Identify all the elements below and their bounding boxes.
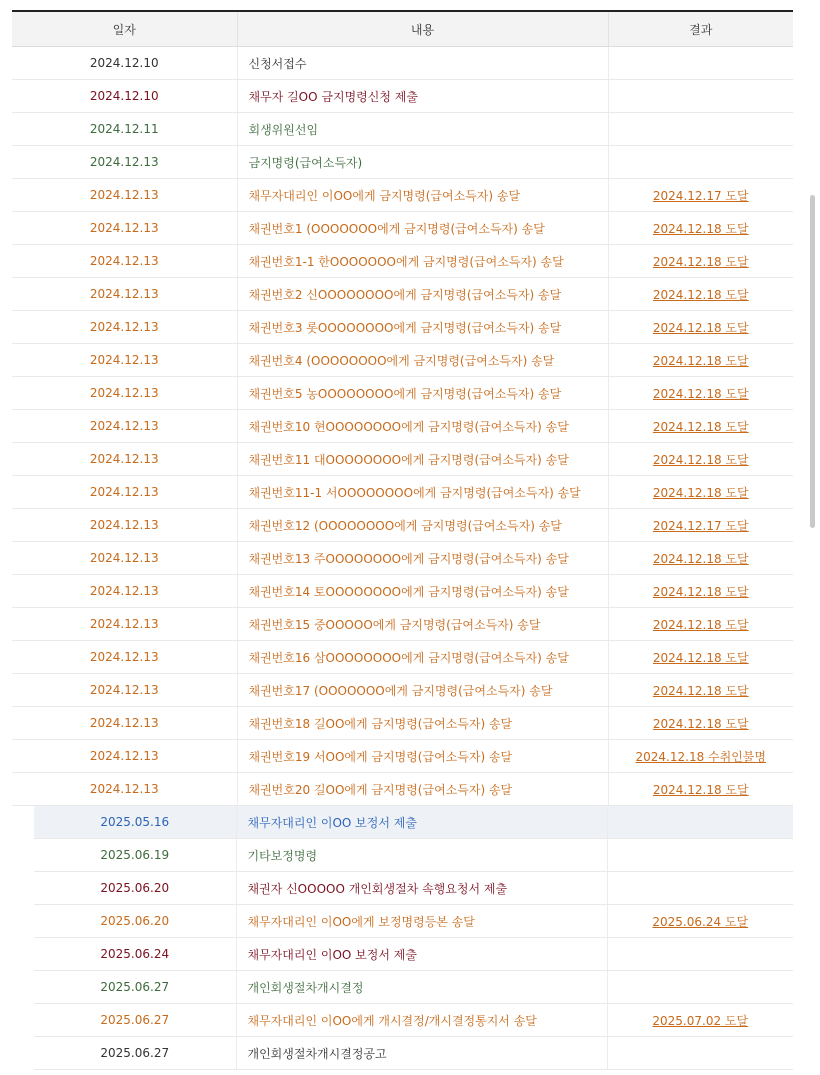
table-header [12,11,793,47]
row-date: 2024.12.13 [12,344,237,377]
row-result [608,740,793,773]
table-row [12,542,793,575]
row-date: 2025.06.27 [34,1037,236,1070]
row-date: 2025.06.27 [34,1004,236,1037]
table-row [12,113,793,146]
delivery-result-link[interactable]: 2024.12.18 수취인불명 [635,749,766,764]
header-date: 일자 [12,11,237,47]
row-date: 2024.12.13 [12,377,237,410]
row-date: 2024.12.13 [12,641,237,674]
row-result [608,509,793,542]
delivery-result-link[interactable]: 2024.12.18 도달 [652,584,749,599]
row-content: 채권번호13 주OOOOOOOO에게 금지명령(급여소득자) 송달 [237,542,608,575]
table-row [12,740,793,773]
table-row [34,1004,793,1037]
row-date: 2024.12.13 [12,311,237,344]
row-content: 채권번호1 (OOOOOOO에게 금지명령(급여소득자) 송달 [237,212,608,245]
row-content: 채무자 길OO 금지명령신청 제출 [237,80,608,113]
delivery-result-link[interactable]: 2024.12.18 도달 [652,683,749,698]
delivery-result-link[interactable]: 2024.12.18 도달 [652,617,749,632]
table-row [34,1037,793,1070]
row-content: 채무자대리인 이OO에게 금지명령(급여소득자) 송달 [237,179,608,212]
table-row [12,773,793,806]
row-date: 2024.12.13 [12,707,237,740]
case-progress-table [12,10,793,806]
row-date: 2024.12.13 [12,740,237,773]
row-content: 채권번호1-1 한OOOOOOO에게 금지명령(급여소득자) 송달 [237,245,608,278]
table-row [12,344,793,377]
delivery-result-link[interactable]: 2024.12.18 도달 [652,221,749,236]
row-content: 채권번호4 (OOOOOOOO에게 금지명령(급여소득자) 송달 [237,344,608,377]
row-content: 채권번호2 신OOOOOOOO에게 금지명령(급여소득자) 송달 [237,278,608,311]
row-content: 채권번호15 중OOOOO에게 금지명령(급여소득자) 송달 [237,608,608,641]
delivery-result-link[interactable]: 2024.12.18 도달 [652,287,749,302]
row-result [608,113,793,146]
row-content: 개인회생절차개시결정공고 [236,1037,607,1070]
row-result [608,80,793,113]
table-row [12,575,793,608]
row-content: 채무자대리인 이OO에게 개시결정/개시결정통지서 송달 [236,1004,607,1037]
delivery-result-link[interactable]: 2024.12.18 도달 [652,716,749,731]
row-result [608,179,793,212]
delivery-result-link[interactable]: 2024.12.18 도달 [652,254,749,269]
row-date: 2024.12.13 [12,509,237,542]
row-result [608,773,793,806]
row-date: 2024.12.10 [12,80,237,113]
row-content: 채권번호10 현OOOOOOOO에게 금지명령(급여소득자) 송달 [237,410,608,443]
table-body-continued [34,806,793,1070]
row-content: 채권번호18 길OO에게 금지명령(급여소득자) 송달 [237,707,608,740]
delivery-result-link[interactable]: 2024.12.18 도달 [652,782,749,797]
row-result [608,278,793,311]
row-result [608,146,793,179]
table-row [34,806,793,839]
row-result [608,608,793,641]
row-result [608,674,793,707]
row-result [608,212,793,245]
row-content: 채권번호17 (OOOOOOO에게 금지명령(급여소득자) 송달 [237,674,608,707]
row-date: 2024.12.13 [12,443,237,476]
row-content: 채무자대리인 이OO에게 보정명령등본 송달 [236,905,607,938]
row-content: 채권자 신OOOOO 개인회생절차 속행요청서 제출 [236,872,607,905]
row-content: 채권번호12 (OOOOOOOO에게 금지명령(급여소득자) 송달 [237,509,608,542]
table-row [12,377,793,410]
delivery-result-link[interactable]: 2025.07.02 도달 [652,1013,749,1028]
row-result [608,542,793,575]
table-row [12,245,793,278]
table-row [12,146,793,179]
row-content: 채권번호11-1 서OOOOOOOO에게 금지명령(급여소득자) 송달 [237,476,608,509]
table-row [12,278,793,311]
delivery-result-link[interactable]: 2024.12.18 도달 [652,551,749,566]
table-row [12,410,793,443]
scrollbar-thumb[interactable] [810,195,815,528]
delivery-result-link[interactable]: 2024.12.17 도달 [652,518,749,533]
delivery-result-link[interactable]: 2024.12.17 도달 [652,188,749,203]
row-date: 2024.12.13 [12,179,237,212]
row-result [608,443,793,476]
row-content: 채권번호3 롯OOOOOOOO에게 금지명령(급여소득자) 송달 [237,311,608,344]
delivery-result-link[interactable]: 2024.12.18 도달 [652,320,749,335]
row-result [608,410,793,443]
row-content: 채권번호20 길OO에게 금지명령(급여소득자) 송달 [237,773,608,806]
delivery-result-link[interactable]: 2024.12.18 도달 [652,650,749,665]
row-date: 2024.12.13 [12,278,237,311]
row-date: 2025.06.20 [34,872,236,905]
row-content: 채권번호5 농OOOOOOOO에게 금지명령(급여소득자) 송달 [237,377,608,410]
row-result [607,905,793,938]
row-result [608,47,793,80]
table-body [12,47,793,806]
row-date: 2024.12.13 [12,608,237,641]
case-progress-table-continued [34,806,793,1070]
delivery-result-link[interactable]: 2024.12.18 도달 [652,485,749,500]
row-date: 2024.12.13 [12,674,237,707]
row-content: 회생위원선임 [237,113,608,146]
row-date: 2024.12.11 [12,113,237,146]
table-row [12,476,793,509]
table-row [12,179,793,212]
row-result [607,938,793,971]
row-result [607,971,793,1004]
delivery-result-link[interactable]: 2024.12.18 도달 [652,419,749,434]
row-content: 채권번호19 서OO에게 금지명령(급여소득자) 송달 [237,740,608,773]
delivery-result-link[interactable]: 2024.12.18 도달 [652,386,749,401]
row-date: 2024.12.13 [12,410,237,443]
table-row [34,839,793,872]
header-content: 내용 [237,11,608,47]
row-result [607,839,793,872]
row-result [608,641,793,674]
row-result [608,311,793,344]
row-date: 2025.06.27 [34,971,236,1004]
row-result [608,575,793,608]
row-content: 신청서접수 [237,47,608,80]
row-result [607,1037,793,1070]
row-content: 채권번호11 대OOOOOOOO에게 금지명령(급여소득자) 송달 [237,443,608,476]
row-result [607,806,793,839]
delivery-result-link[interactable]: 2025.06.24 도달 [652,914,749,929]
table-row [12,509,793,542]
table-row [34,971,793,1004]
row-content: 채권번호14 토OOOOOOOO에게 금지명령(급여소득자) 송달 [237,575,608,608]
row-result [608,344,793,377]
table-row [12,47,793,80]
table-row [12,80,793,113]
row-result [607,872,793,905]
row-content: 채무자대리인 이OO 보정서 제출 [236,806,607,839]
table-row [12,674,793,707]
row-content: 채권번호16 삼OOOOOOOO에게 금지명령(급여소득자) 송달 [237,641,608,674]
row-content: 금지명령(급여소득자) [237,146,608,179]
table-row [34,938,793,971]
row-date: 2024.12.13 [12,146,237,179]
row-date: 2024.12.13 [12,773,237,806]
row-date: 2024.12.10 [12,47,237,80]
row-result [608,377,793,410]
row-date: 2024.12.13 [12,476,237,509]
row-date: 2024.12.13 [12,575,237,608]
row-result [608,707,793,740]
row-result [607,1004,793,1037]
row-date: 2025.06.24 [34,938,236,971]
row-content: 채무자대리인 이OO 보정서 제출 [236,938,607,971]
row-date: 2024.12.13 [12,212,237,245]
row-date: 2025.05.16 [34,806,236,839]
row-content: 개인회생절차개시결정 [236,971,607,1004]
row-date: 2025.06.19 [34,839,236,872]
row-date: 2024.12.13 [12,542,237,575]
table-row [12,707,793,740]
table-row [12,212,793,245]
row-date: 2025.06.20 [34,905,236,938]
table-row [34,872,793,905]
table-row [12,608,793,641]
row-result [608,476,793,509]
delivery-result-link[interactable]: 2024.12.18 도달 [652,353,749,368]
table-row [12,443,793,476]
delivery-result-link[interactable]: 2024.12.18 도달 [652,452,749,467]
row-result [608,245,793,278]
table-row [12,641,793,674]
row-date: 2024.12.13 [12,245,237,278]
table-row [12,311,793,344]
row-content: 기타보정명령 [236,839,607,872]
table-row [34,905,793,938]
header-result: 결과 [608,11,793,47]
